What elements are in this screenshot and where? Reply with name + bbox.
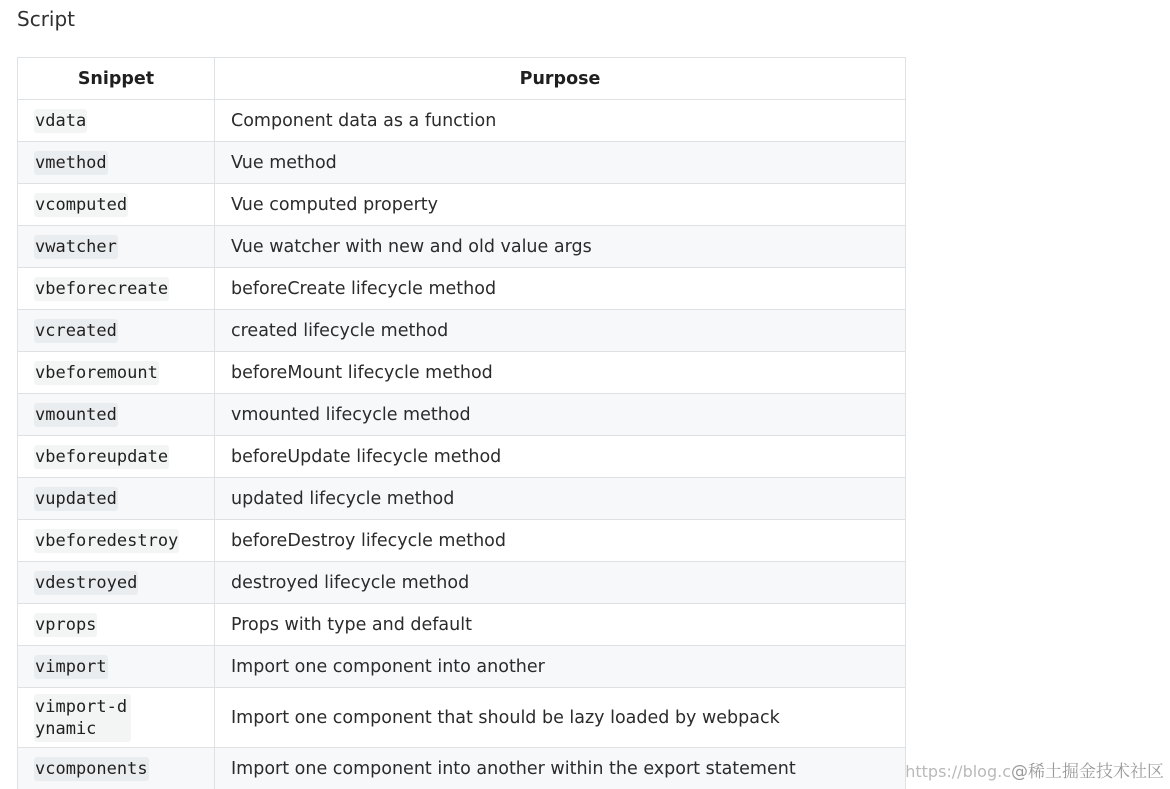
snippet-cell (18, 478, 215, 520)
snippet-cell (18, 268, 215, 310)
snippet-cell (18, 184, 215, 226)
purpose-cell: beforeUpdate lifecycle method (215, 436, 906, 478)
snippet-cell (18, 100, 215, 142)
table-row (18, 748, 906, 789)
snippet-code: vbeforedestroy (35, 530, 179, 551)
snippet-cell (18, 142, 215, 184)
snippet-cell (18, 226, 215, 268)
snippet-code: vmethod (35, 152, 107, 173)
purpose-cell: Vue watcher with new and old value args (215, 226, 906, 268)
snippet-cell (18, 352, 215, 394)
table-row (18, 688, 906, 748)
table-row (18, 352, 906, 394)
snippet-code: vcomponents (35, 758, 148, 779)
purpose-cell: destroyed lifecycle method (215, 562, 906, 604)
snippet-cell (18, 748, 215, 789)
table-row (18, 310, 906, 352)
snippet-code: vupdated (35, 488, 117, 509)
snippet-code: vdestroyed (35, 572, 138, 593)
section-title: Script (17, 7, 76, 31)
watermark-brand: @稀土掘金技术社区 (1011, 762, 1164, 782)
table-row (18, 394, 906, 436)
purpose-cell: vmounted lifecycle method (215, 394, 906, 436)
snippet-code: vimport (35, 656, 107, 677)
snippet-cell (18, 562, 215, 604)
snippet-cell (18, 520, 215, 562)
table-row (18, 562, 906, 604)
purpose-cell: Import one component that should be lazy loaded by webpack (215, 688, 906, 748)
snippet-cell (18, 688, 215, 748)
table-row (18, 268, 906, 310)
purpose-cell: beforeMount lifecycle method (215, 352, 906, 394)
table-header-row (18, 58, 906, 100)
snippet-code: vbeforeupdate (35, 446, 169, 467)
purpose-cell: Component data as a function (215, 100, 906, 142)
watermark (905, 757, 1164, 782)
snippet-code: vdata (35, 110, 87, 131)
column-header-purpose: Purpose (215, 58, 906, 100)
snippet-code: vcomputed (35, 194, 128, 215)
snippets-table (17, 57, 906, 789)
purpose-cell: Import one component into another within the export statement (215, 748, 906, 789)
snippet-code: vbeforecreate (35, 278, 169, 299)
table-row (18, 478, 906, 520)
table-row (18, 184, 906, 226)
watermark-url: https://blog.c (905, 762, 1011, 781)
snippet-code: vwatcher (35, 236, 117, 257)
purpose-cell: updated lifecycle method (215, 478, 906, 520)
table-row (18, 100, 906, 142)
snippet-code: vcreated (35, 320, 117, 341)
purpose-cell: Props with type and default (215, 604, 906, 646)
table-row (18, 604, 906, 646)
snippet-cell (18, 394, 215, 436)
purpose-cell: created lifecycle method (215, 310, 906, 352)
table-row (18, 226, 906, 268)
table-row (18, 520, 906, 562)
column-header-snippet: Snippet (18, 58, 215, 100)
snippet-code: vbeforemount (35, 362, 158, 383)
snippet-cell (18, 646, 215, 688)
purpose-cell: Vue method (215, 142, 906, 184)
table-row (18, 436, 906, 478)
snippet-cell (18, 436, 215, 478)
snippet-code: vimport-dynamic (34, 694, 131, 742)
purpose-cell: Vue computed property (215, 184, 906, 226)
snippet-code: vprops (35, 614, 97, 635)
purpose-cell: beforeDestroy lifecycle method (215, 520, 906, 562)
snippet-code: vmounted (35, 404, 117, 425)
purpose-cell: beforeCreate lifecycle method (215, 268, 906, 310)
snippet-cell (18, 310, 215, 352)
table-row (18, 646, 906, 688)
snippet-cell (18, 604, 215, 646)
table-row (18, 142, 906, 184)
purpose-cell: Import one component into another (215, 646, 906, 688)
